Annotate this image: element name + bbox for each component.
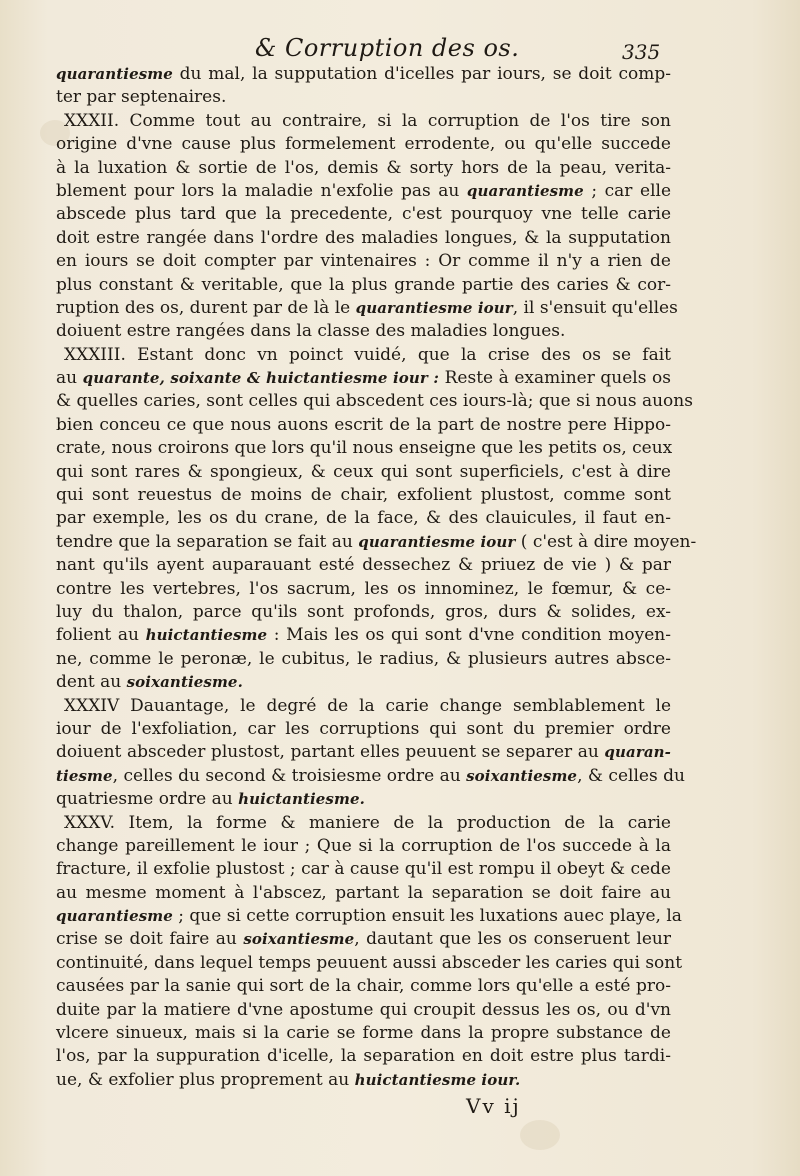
paper-stain [520,1120,560,1150]
text-line [56,344,671,367]
text-line [56,484,671,507]
text-line [56,648,671,671]
text-line [56,86,671,109]
text-segment: au mesme moment à l'abscez, partant la separation se doit faire au [56,882,671,903]
italic-term: quarantiesme [56,907,173,926]
text-line [56,695,671,718]
italic-term: quarante, soixante & huictantiesme iour : [82,369,440,388]
text-segment: fracture, il exfolie plustost ; car à cause qu'il est rompu il obeyt & cede [56,859,671,880]
text-line [56,274,671,297]
text-line [56,975,671,998]
text-line [56,507,671,530]
text-segment: blement pour lors la maladie n'exfolie pas au [56,180,467,201]
text-segment: , celles du second & troisiesme ordre au [112,765,467,786]
text-line [56,390,693,413]
text-line [56,835,671,858]
italic-term: quaran- [604,743,671,762]
text-segment: XXXII. Comme tout au contraire, si la corruption de l'os tire son [64,110,671,131]
italic-term: quarantiesme iour [358,532,516,551]
text-line [56,461,671,484]
text-line [56,1022,671,1045]
page-number: 335 [622,40,661,64]
text-segment: origine d'vne cause plus formelement errodente, ou qu'elle succede [56,134,671,155]
text-line [56,1069,671,1092]
text-line [56,437,671,460]
italic-term: soixantiesme [243,930,355,949]
body-text [56,63,697,1092]
text-segment: crise se doit faire au [56,929,244,950]
text-line [56,554,671,577]
text-segment: causées par la sanie qui sort de la chair, comme lors qu'elle a esté pro- [56,976,671,997]
text-segment: ne, comme le peronæ, le cubitus, le radius, & plusieurs autres absce- [56,648,671,669]
text-segment: ; car elle [583,180,671,201]
text-segment: folient au [56,625,146,646]
text-segment: abscede plus tard que la precedente, c'est pourquoy vne telle carie [56,204,671,225]
text-segment: XXXIV Dauantage, le degré de la carie change semblablement le [64,695,671,716]
text-segment: ( c'est à dire moyen- [515,531,697,552]
text-segment: ue, & exfolier plus proprement au [56,1069,355,1090]
text-segment: : Mais les os qui sont d'vne condition moyen- [267,625,671,646]
text-line [56,858,671,881]
text-segment: nant qu'ils ayent auparauant esté dessechez & priuez de vie ) & par [56,555,671,576]
text-segment: contre les vertebres, l'os sacrum, les os innominez, le fœmur, & ce- [56,578,671,599]
text-line [56,157,671,180]
text-line [56,882,671,905]
text-segment: duite par la matiere d'vne apostume qui croupit dessus les os, ou d'vn [56,999,671,1020]
text-line [56,227,671,250]
italic-term: huictantiesme iour. [354,1070,521,1089]
italic-term: huictantiesme [145,626,268,645]
text-line [56,110,671,133]
text-line [56,928,671,951]
text-line [56,601,671,624]
text-line [56,531,697,554]
text-segment: quatriesme ordre au [56,789,239,810]
text-segment: tendre que la separation se fait au [56,531,359,552]
text-line [56,741,671,764]
text-segment: qui sont rares & spongieux, & ceux qui sont superficiels, c'est à dire [56,461,671,482]
text-segment: & quelles caries, sont celles qui abscedent ces iours-là; que si nous auons [56,391,693,412]
text-segment: l'os, par la suppuration d'icelle, la separation en doit estre plus tardi- [56,1046,671,1067]
text-segment: ; que si cette corruption ensuit les luxations auec playe, la [172,906,682,927]
text-segment: au [56,368,83,389]
text-segment: doiuent estre rangées dans la classe des maladies longues. [56,321,566,342]
italic-term: quarantiesme [466,181,584,200]
italic-term: soixantiesme [466,766,578,785]
text-line [56,367,671,390]
text-line [56,788,671,811]
italic-term: soixantiesme. [126,673,243,692]
text-segment: doit estre rangée dans l'ordre des maladies longues, & la supputation [56,227,671,248]
text-line [56,250,671,273]
text-segment: ruption des os, durent par de là le [56,297,356,318]
text-segment: à la luxation & sortie de l'os, demis & sorty hors de la peau, verita- [56,157,671,178]
text-line [56,812,671,835]
text-line [56,297,678,320]
text-segment: vlcere sinueux, mais si la carie se forme dans la propre substance de [56,1023,671,1044]
text-line [56,180,671,203]
text-line [56,63,671,86]
running-title: & Corruption des os. [255,34,520,62]
text-segment: doiuent absceder plustost, partant elles peuuent se separer au [56,742,605,763]
text-segment: dent au [56,672,127,693]
text-line [56,718,671,741]
text-segment: en iours se doit compter par vintenaires : Or comme il n'y a rien de [56,251,671,272]
text-segment: iour de l'exfoliation, car les corruptions qui sont du premier ordre [56,718,671,739]
text-segment: par exemple, les os du crane, de la face, & des clauicules, il faut en- [56,508,671,529]
italic-term: quarantiesme iour [355,298,513,317]
text-line [56,999,671,1022]
text-segment: luy du thalon, parce qu'ils sont profonds, gros, durs & solides, ex- [56,601,671,622]
text-segment: plus constant & veritable, que la plus grande partie des caries & cor- [56,274,671,295]
italic-term: tiesme [56,766,113,785]
text-segment: , & celles du [577,765,685,786]
text-line [56,414,671,437]
text-line [56,320,671,343]
signature-mark: Vv ij [466,1094,521,1118]
text-segment: crate, nous croirons que lors qu'il nous enseigne que les petits os, ceux [56,438,673,459]
text-segment: bien conceu ce que nous auons escrit de la part de nostre pere Hippo- [56,414,671,435]
text-segment: continuité, dans lequel temps peuuent aussi absceder les caries qui sont [56,952,683,973]
text-segment: XXXV. Item, la forme & maniere de la production de la carie [64,812,671,833]
text-line [56,905,682,928]
text-line [56,952,683,975]
text-segment: ter par septenaires. [56,87,227,108]
text-line [56,1045,671,1068]
text-line [56,765,685,788]
text-segment: XXXIII. Estant donc vn poinct vuidé, que la crise des os se fait [64,344,671,365]
text-line [56,133,671,156]
text-segment: , dautant que les os conseruent leur [354,929,671,950]
text-segment: change pareillement le iour ; Que si la corruption de l'os succede à la [56,835,671,856]
text-line [56,203,671,226]
italic-term: huictantiesme. [238,790,365,809]
text-segment: qui sont reuestus de moins de chair, exfolient plustost, comme sont [56,485,671,506]
text-segment: Reste à examiner quels os [439,368,671,389]
text-line [56,624,671,647]
text-segment: , il s'ensuit qu'elles [512,297,678,318]
text-line [56,578,671,601]
text-line [56,671,671,694]
italic-term: quarantiesme [56,65,173,83]
text-segment: du mal, la supputation d'icelles par iours, se doit comp- [172,64,671,84]
